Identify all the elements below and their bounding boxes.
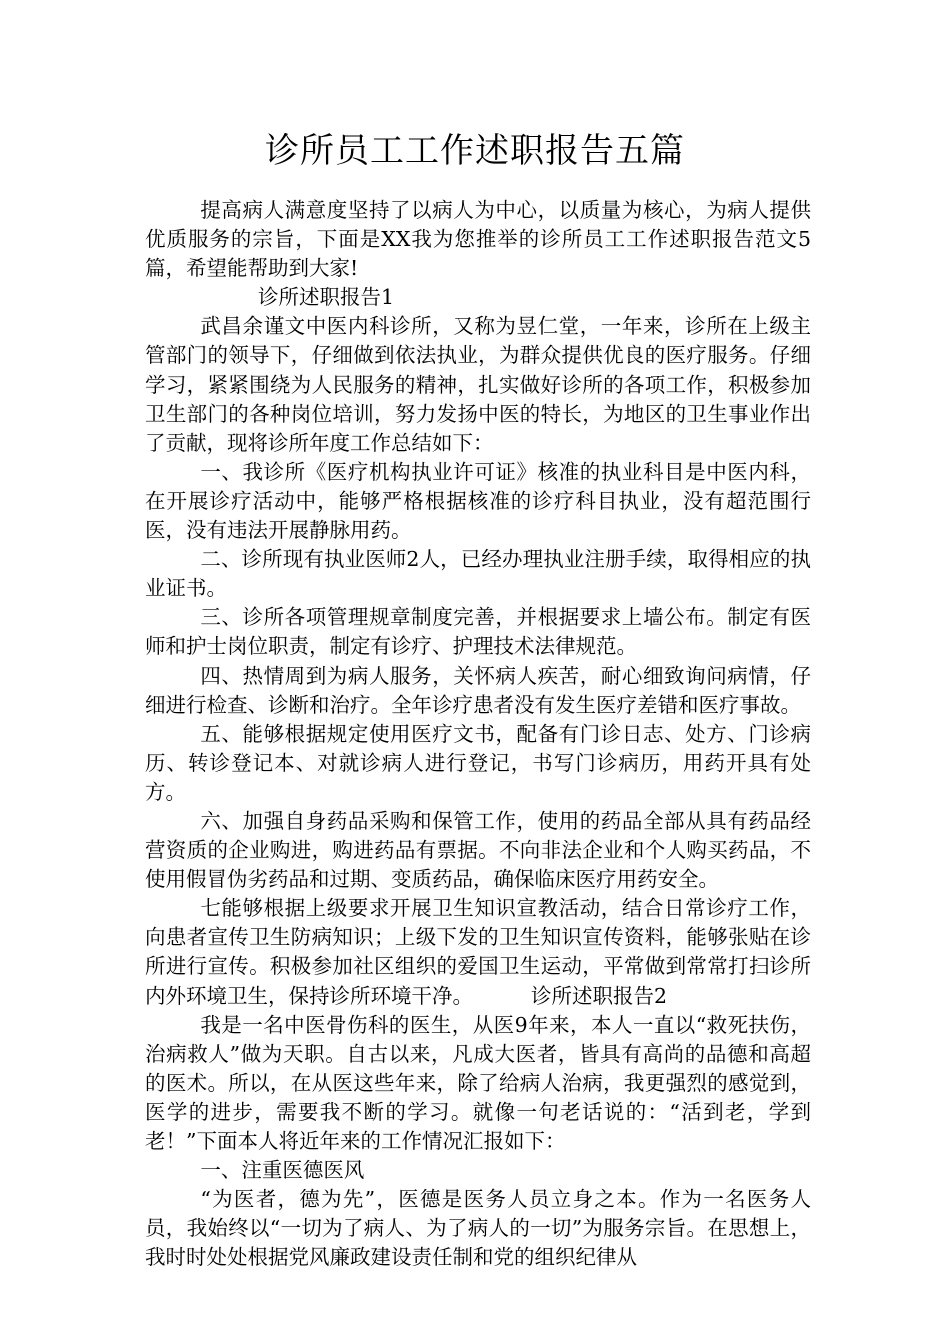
report-1-paragraph: 五、能够根据规定使用医疗文书，配备有门诊日志、处方、门诊病历、转诊登记本、对就诊病人进行登记，书写门诊病历，用药开具有处方。 [145,721,811,804]
report-1-paragraph: 二、诊所现有执业医师2人，已经办理执业注册手续，取得相应的执业证书。 [145,547,811,601]
intro-paragraph: 提高病人满意度坚持了以病人为中心，以质量为核心，为病人提供优质服务的宗旨，下面是XX我为您推举的诊所员工工作述职报告范文5篇，希望能帮助到大家! [145,198,811,281]
report-1-last-text: 七能够根据上级要求开展卫生知识宣教活动，结合日常诊疗工作，向患者宣传卫生防病知识；上级下发的卫生知识宣传资料，能够张贴在诊所进行宣传。积极参加社区组织的爱国卫生运动，平常做到常常打扫诊所内外环境卫生，保持诊所环境干净。 [145,896,811,1008]
document-body [145,196,811,1272]
report-1-heading: 诊所述职报告1 [258,285,395,310]
report-2-heading: 诊所述职报告2 [531,983,668,1008]
document-title: 诊所员工工作述职报告五篇 [265,131,685,171]
report-1-paragraph: 三、诊所各项管理规章制度完善，并根据要求上墙公布。制定有医师和护士岗位职责，制定有诊疗、护理技术法律规范。 [145,605,811,659]
report-2-section-heading: 一、注重医德医风 [200,1158,365,1183]
report-1-paragraph: 一、我诊所《医疗机构执业许可证》核准的执业科目是中医内科，在开展诊疗活动中，能够严格根据核准的诊疗科目执业，没有超范围行医，没有违法开展静脉用药。 [145,459,811,543]
report-1-paragraph: 四、热情周到为病人服务，关怀病人疾苦，耐心细致询问病情，仔细进行检查、诊断和治疗。全年诊疗患者没有发生医疗差错和医疗事故。 [145,663,811,717]
report-2-paragraph: “为医者，德为先”，医德是医务人员立身之本。作为一名医务人员，我始终以“一切为了病人、为了病人的一切”为服务宗旨。在思想上，我时时处处根据党风廉政建设责任制和党的组织纪律从 [145,1187,811,1270]
report-2-paragraph: 我是一名中医骨伤科的医生，从医9年来，本人一直以“救死扶伤，治病救人”做为天职。自古以来，凡成大医者，皆具有高尚的品德和高超的医术。所以，在从医这些年来，除了给病人治病，我更强烈的感觉到，医学的进步，需要我不断的学习。就像一句老话说的：“活到老，学到老！”下面本人将近年来的工作情况汇报如下： [145,1012,811,1153]
report-1-paragraph: 六、加强自身药品采购和保管工作，使用的药品全部从具有药品经营资质的企业购进，购进药品有票据。不向非法企业和个人购买药品，不使用假冒伪劣药品和过期、变质药品，确保临床医疗用药安全。 [145,808,811,892]
report-1-last-paragraph [145,894,811,1010]
report-1-paragraph: 武昌余谨文中医内科诊所，又称为昱仁堂，一年来，诊所在上级主管部门的领导下，仔细做到依法执业，为群众提供优良的医疗服务。仔细学习，紧紧围绕为人民服务的精神，扎实做好诊所的各项工作，积极参加卫生部门的各种岗位培训，努力发扬中医的特长，为地区的卫生事业作出了贡献，现将诊所年度工作总结如下： [145,314,811,455]
